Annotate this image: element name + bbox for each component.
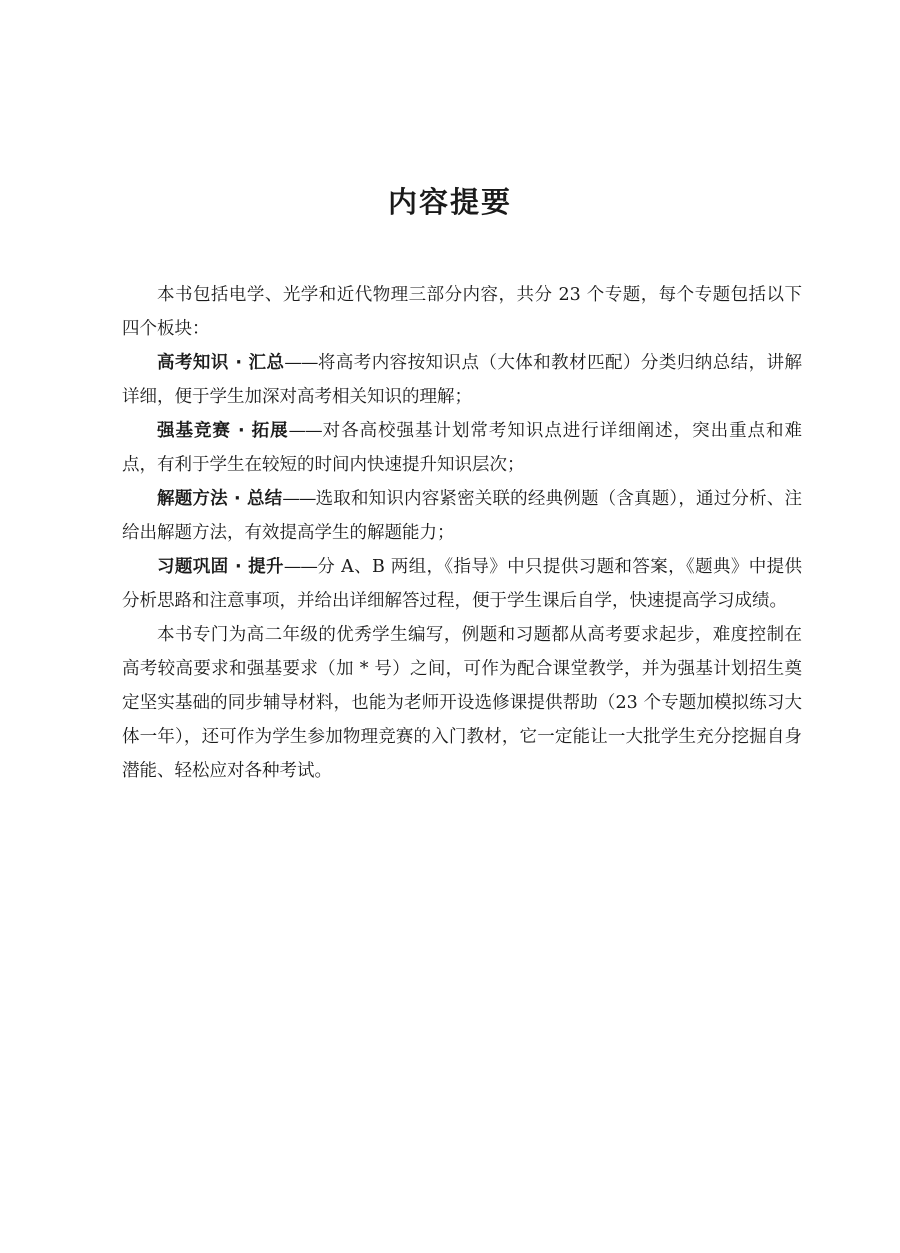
section-term-2: 强基竞赛 · 拓展 (157, 421, 289, 441)
section-term-3: 解题方法 · 总结 (157, 489, 283, 509)
section-text-1: 将高考内容按知识点（大体和教材匹配）分类归纳总结，讲解详细，便于学生加深对高考相关知识的理解； (122, 353, 802, 407)
section-term-1: 高考知识 · 汇总 (157, 353, 285, 373)
section-dash-3: —— (282, 489, 316, 509)
section-paragraph-3 (122, 482, 802, 550)
section-dash-2: —— (288, 421, 322, 441)
section-term-4: 习题巩固 · 提升 (157, 557, 284, 577)
section-text-3: 选取和知识内容紧密关联的经典例题（含真题），通过分析、注给出解题方法，有效提高学生的解题能力； (122, 489, 802, 543)
section-text-4: 分 A、B 两组，《指导》中只提供习题和答案，《题典》中提供分析思路和注意事项，并给出详细解答过程，便于学生课后自学，快速提高学习成绩。 (122, 557, 802, 611)
page-title: 内容提要 (387, 185, 512, 219)
closing-paragraph: 本书专门为高二年级的优秀学生编写，例题和习题都从高考要求起步，难度控制在高考较高要求和强基要求（加 * 号）之间，可作为配合课堂教学，并为强基计划招生奠定坚实基础的同步辅导材料，也能为老师开设选修课提供帮助（23 个专题加模拟练习大体一年），还可作为学生参加物理竞赛的入门教材，它一定能让一大批学生充分挖掘自身潜能、轻松应对各种考试。 (122, 625, 802, 781)
section-paragraph-1 (122, 346, 802, 414)
section-paragraph-2 (122, 414, 802, 482)
section-paragraph-4 (122, 550, 802, 618)
intro-paragraph: 本书包括电学、光学和近代物理三部分内容，共分 23 个专题，每个专题包括以下四个板块： (122, 285, 802, 339)
section-dash-1: —— (284, 353, 318, 373)
section-text-2: 对各高校强基计划常考知识点进行详细阐述，突出重点和难点，有利于学生在较短的时间内快速提升知识层次； (122, 421, 802, 475)
summary-body (122, 278, 802, 788)
section-dash-4: —— (283, 557, 317, 577)
